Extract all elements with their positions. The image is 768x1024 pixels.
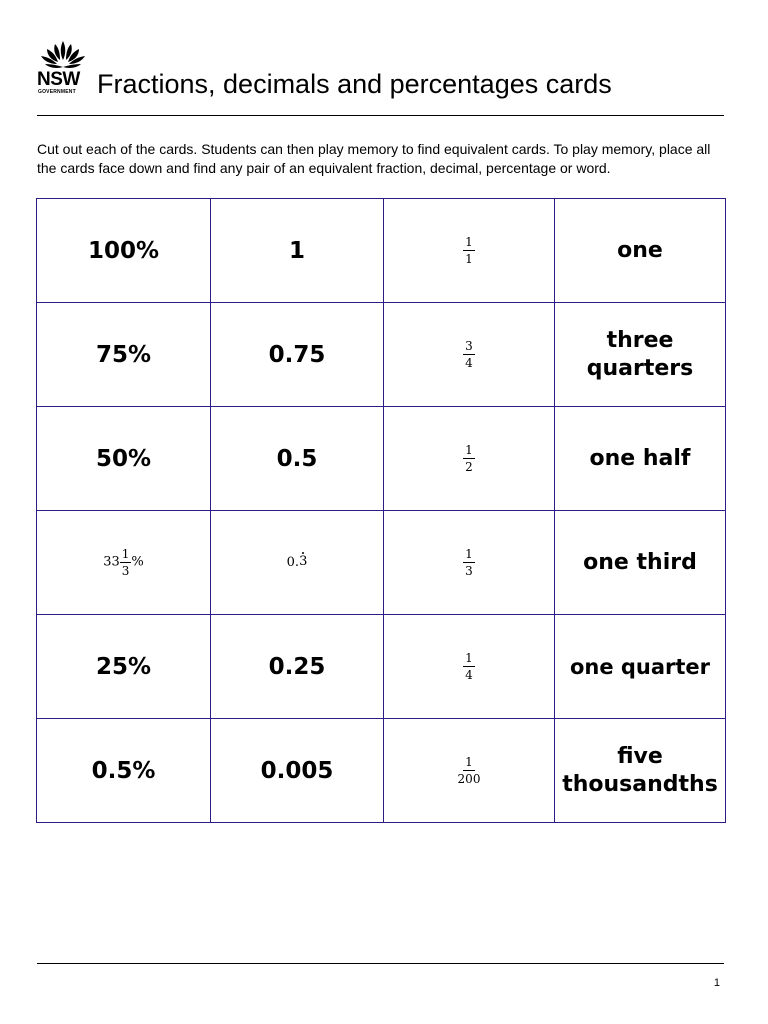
word-value: one xyxy=(617,237,663,263)
card-decimal xyxy=(211,511,384,615)
logo-subtext: GOVERNMENT xyxy=(38,89,76,95)
decimal-repeating-digit: 3 xyxy=(299,554,308,570)
cards-table xyxy=(36,198,726,823)
page-title: Fractions, decimals and percentages cards xyxy=(97,69,612,99)
fraction-denominator: 200 xyxy=(457,772,481,786)
percent-sign: % xyxy=(131,554,144,570)
card-percent xyxy=(37,407,211,511)
word-value: one quarter xyxy=(569,654,711,679)
document-header xyxy=(37,40,725,102)
card-row xyxy=(37,407,726,511)
card-fraction xyxy=(384,719,555,823)
card-decimal xyxy=(211,719,384,823)
card-row xyxy=(37,511,726,615)
card-percent xyxy=(37,719,211,823)
fraction-numerator: 1 xyxy=(465,443,473,457)
page-number: 1 xyxy=(713,977,720,989)
word-value: five thousandths xyxy=(562,743,718,797)
decimal-value: 0.25 xyxy=(268,653,326,680)
fraction-numerator: 1 xyxy=(465,235,473,249)
fraction-value xyxy=(456,755,483,786)
card-percent xyxy=(37,615,211,719)
fraction-numerator: 3 xyxy=(465,339,473,353)
card-decimal xyxy=(211,407,384,511)
card-word xyxy=(555,407,726,511)
word-value: one half xyxy=(589,445,691,471)
word-value: three quarters xyxy=(586,327,694,381)
percent-value: 100% xyxy=(87,237,160,264)
fraction-value xyxy=(463,339,475,370)
card-percent xyxy=(37,303,211,407)
card-row xyxy=(37,199,726,303)
fraction-denominator: 1 xyxy=(465,252,473,266)
card-fraction xyxy=(384,303,555,407)
instructions-paragraph: Cut out each of the cards. Students can then play memory to find equivalent cards. To play memory, place all the cards face down and find any pair of an equivalent fraction, decimal, percentage or word. xyxy=(37,141,711,176)
fraction-denominator: 2 xyxy=(465,460,473,474)
card-word xyxy=(555,719,726,823)
card-decimal xyxy=(211,615,384,719)
card-fraction xyxy=(384,407,555,511)
word-value: one third xyxy=(583,549,697,575)
fraction-numerator: 1 xyxy=(465,651,473,665)
fraction-numerator: 1 xyxy=(465,755,473,769)
fraction-numerator: 1 xyxy=(465,547,473,561)
percent-value: 75% xyxy=(95,341,152,368)
fraction-denominator: 4 xyxy=(465,668,473,682)
decimal-value: 0.75 xyxy=(268,341,326,368)
fraction-value xyxy=(463,547,475,578)
card-percent xyxy=(37,511,211,615)
card-word xyxy=(555,199,726,303)
fraction-value xyxy=(463,651,475,682)
footer-divider xyxy=(37,963,724,964)
decimal-value: 1 xyxy=(288,237,305,264)
card-row xyxy=(37,615,726,719)
card-fraction xyxy=(384,615,555,719)
card-word xyxy=(555,615,726,719)
percent-whole: 33 xyxy=(103,554,120,570)
card-decimal xyxy=(211,199,384,303)
fraction-value xyxy=(463,235,475,266)
card-fraction xyxy=(384,511,555,615)
header-divider xyxy=(37,115,724,116)
logo-wordmark: NSW xyxy=(37,69,80,90)
card-fraction xyxy=(384,199,555,303)
fraction-denominator: 4 xyxy=(465,356,473,370)
card-percent xyxy=(37,199,211,303)
waratah-icon xyxy=(37,40,89,70)
decimal-integer-part: 0. xyxy=(286,554,300,570)
percent-value: 0.5% xyxy=(91,757,156,784)
fraction-denominator: 3 xyxy=(121,564,130,578)
fraction-denominator: 3 xyxy=(465,564,473,578)
nsw-government-logo xyxy=(37,40,89,96)
card-row xyxy=(37,303,726,407)
card-word xyxy=(555,511,726,615)
percent-fraction xyxy=(120,547,132,578)
card-row xyxy=(37,719,726,823)
decimal-value: 0.005 xyxy=(260,757,334,784)
card-word xyxy=(555,303,726,407)
decimal-value: 0.5 xyxy=(276,445,318,472)
card-decimal xyxy=(211,303,384,407)
fraction-numerator: 1 xyxy=(121,547,130,561)
fraction-value xyxy=(463,443,475,474)
percent-value: 50% xyxy=(95,445,152,472)
percent-value: 25% xyxy=(95,653,152,680)
